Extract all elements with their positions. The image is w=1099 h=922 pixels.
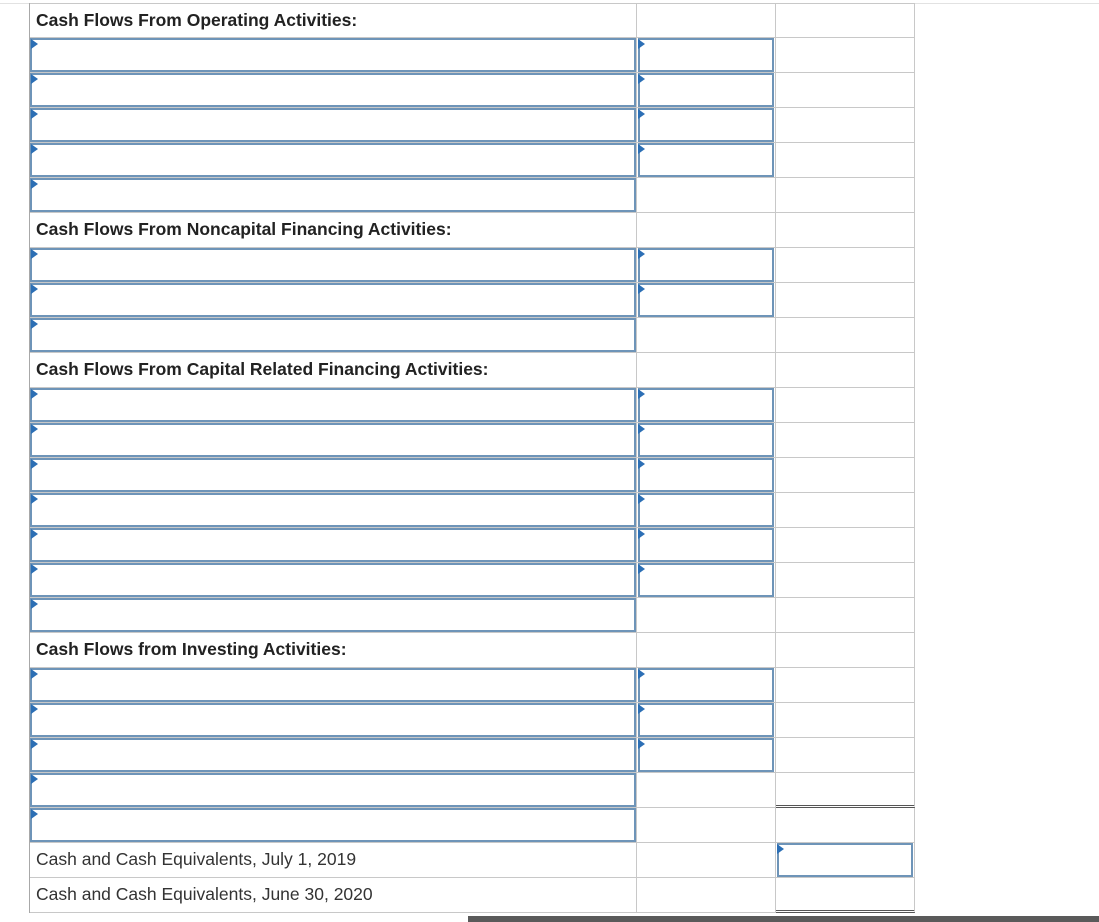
amount-cell (637, 388, 776, 423)
entry-row (30, 528, 915, 563)
net-change-row (30, 808, 915, 843)
section-heading-cell (30, 3, 637, 38)
description-input[interactable] (30, 668, 636, 702)
section-heading-row (30, 3, 915, 38)
dropdown-marker-icon (638, 564, 645, 574)
description-input[interactable] (30, 563, 636, 597)
description-input[interactable] (30, 738, 636, 772)
description-cell (30, 143, 637, 178)
dropdown-marker-icon (31, 809, 38, 819)
dropdown-marker-icon (638, 739, 645, 749)
section-heading-row (30, 213, 915, 248)
total-cell (776, 283, 915, 318)
amount-cell (637, 213, 776, 248)
amount-input[interactable] (638, 703, 774, 737)
dropdown-marker-icon (31, 39, 38, 49)
description-cell (30, 493, 637, 528)
amount-cell (637, 458, 776, 493)
description-cell (30, 598, 637, 633)
entry-row (30, 423, 915, 458)
amount-input[interactable] (638, 423, 774, 457)
amount-cell (637, 528, 776, 563)
dropdown-marker-icon (31, 319, 38, 329)
description-cell (30, 563, 637, 598)
entry-row (30, 248, 915, 283)
total-cell (776, 38, 915, 73)
section-heading-row (30, 633, 915, 668)
amount-cell (637, 3, 776, 38)
beginning-balance-row (30, 843, 915, 878)
amount-cell (637, 563, 776, 598)
total-cell (776, 633, 915, 668)
dropdown-marker-icon (638, 284, 645, 294)
total-cell (776, 3, 915, 38)
entry-row (30, 108, 915, 143)
description-cell (30, 248, 637, 283)
total-cell (776, 423, 915, 458)
dropdown-marker-icon (31, 144, 38, 154)
ending-balance-total-cell (776, 878, 915, 913)
horizontal-scrollbar[interactable] (468, 916, 1099, 922)
description-input[interactable] (30, 388, 636, 422)
entry-row (30, 703, 915, 738)
amount-input[interactable] (638, 248, 774, 282)
amount-input[interactable] (638, 283, 774, 317)
dropdown-marker-icon (31, 529, 38, 539)
cash-flow-worksheet (29, 3, 915, 913)
dropdown-marker-icon (638, 109, 645, 119)
dropdown-marker-icon (638, 669, 645, 679)
amount-cell (637, 703, 776, 738)
total-cell (776, 248, 915, 283)
amount-cell (637, 773, 776, 808)
entry-row (30, 73, 915, 108)
amount-cell (637, 633, 776, 668)
net-change-description-input[interactable] (30, 808, 636, 842)
subtotal-row (30, 178, 915, 213)
total-cell (776, 703, 915, 738)
dropdown-marker-icon (31, 564, 38, 574)
description-cell (30, 668, 637, 703)
dropdown-marker-icon (31, 109, 38, 119)
description-input[interactable] (30, 108, 636, 142)
dropdown-marker-icon (638, 529, 645, 539)
amount-cell (637, 878, 776, 913)
dropdown-marker-icon (31, 704, 38, 714)
amount-input[interactable] (638, 493, 774, 527)
amount-cell (637, 353, 776, 388)
description-cell (30, 528, 637, 563)
total-cell (776, 178, 915, 213)
total-cell (776, 318, 915, 353)
entry-row (30, 668, 915, 703)
dropdown-marker-icon (31, 494, 38, 504)
total-cell (776, 528, 915, 563)
total-cell (776, 73, 915, 108)
dropdown-marker-icon (31, 179, 38, 189)
dropdown-marker-icon (31, 669, 38, 679)
section-heading-cell (30, 353, 637, 388)
description-cell (30, 878, 637, 913)
description-cell (30, 423, 637, 458)
description-input[interactable] (30, 703, 636, 737)
amount-cell (637, 283, 776, 318)
amount-cell (637, 38, 776, 73)
description-cell (30, 808, 637, 843)
description-input[interactable] (30, 73, 636, 107)
subtotal-description-input[interactable] (30, 598, 636, 632)
dropdown-marker-icon (31, 459, 38, 469)
ending-balance-label: Cash and Cash Equivalents, June 30, 2020 (36, 884, 373, 904)
dropdown-marker-icon (638, 459, 645, 469)
dropdown-marker-icon (31, 249, 38, 259)
entry-row (30, 143, 915, 178)
description-cell (30, 38, 637, 73)
subtotal-description-input[interactable] (30, 773, 636, 807)
total-cell (776, 843, 915, 878)
dropdown-marker-icon (31, 774, 38, 784)
total-cell (776, 213, 915, 248)
amount-input[interactable] (638, 668, 774, 702)
amount-cell (637, 598, 776, 633)
description-cell (30, 458, 637, 493)
dropdown-marker-icon (638, 249, 645, 259)
entry-row (30, 563, 915, 598)
operating-heading: Cash Flows From Operating Activities: (36, 10, 358, 30)
amount-cell (637, 178, 776, 213)
description-cell (30, 773, 637, 808)
subtotal-row (30, 773, 915, 808)
description-cell (30, 388, 637, 423)
dropdown-marker-icon (638, 389, 645, 399)
total-cell (776, 773, 915, 808)
total-cell (776, 738, 915, 773)
dropdown-marker-icon (31, 739, 38, 749)
description-cell (30, 178, 637, 213)
amount-input[interactable] (638, 38, 774, 72)
dropdown-marker-icon (31, 599, 38, 609)
subtotal-description-input[interactable] (30, 318, 636, 352)
section-heading-cell (30, 633, 637, 668)
entry-row (30, 283, 915, 318)
noncapital-heading: Cash Flows From Noncapital Financing Activities: (36, 219, 452, 239)
total-cell (776, 353, 915, 388)
dropdown-marker-icon (638, 494, 645, 504)
subtotal-row (30, 598, 915, 633)
subtotal-row (30, 318, 915, 353)
entry-row (30, 738, 915, 773)
dropdown-marker-icon (777, 844, 784, 854)
description-input[interactable] (30, 143, 636, 177)
total-cell (776, 563, 915, 598)
description-input[interactable] (30, 283, 636, 317)
amount-input[interactable] (638, 143, 774, 177)
description-cell (30, 738, 637, 773)
section-heading-cell (30, 213, 637, 248)
investing-heading: Cash Flows from Investing Activities: (36, 639, 347, 659)
amount-input[interactable] (638, 388, 774, 422)
description-cell (30, 108, 637, 143)
dropdown-marker-icon (638, 74, 645, 84)
total-cell (776, 668, 915, 703)
amount-input[interactable] (638, 563, 774, 597)
entry-row (30, 493, 915, 528)
total-cell (776, 598, 915, 633)
dropdown-marker-icon (31, 74, 38, 84)
description-input[interactable] (30, 423, 636, 457)
amount-cell (637, 668, 776, 703)
amount-input[interactable] (638, 738, 774, 772)
dropdown-marker-icon (638, 144, 645, 154)
description-input[interactable] (30, 458, 636, 492)
total-cell (776, 388, 915, 423)
entry-row (30, 388, 915, 423)
capital-heading: Cash Flows From Capital Related Financing Activities: (36, 359, 489, 379)
description-input[interactable] (30, 248, 636, 282)
amount-cell (637, 738, 776, 773)
description-cell (30, 843, 637, 878)
amount-cell (637, 143, 776, 178)
description-cell (30, 703, 637, 738)
description-cell (30, 318, 637, 353)
total-cell (776, 808, 915, 843)
beginning-balance-label: Cash and Cash Equivalents, July 1, 2019 (36, 849, 357, 869)
total-cell (776, 493, 915, 528)
amount-cell (637, 248, 776, 283)
ending-balance-row (30, 878, 915, 913)
description-cell (30, 283, 637, 318)
description-input[interactable] (30, 528, 636, 562)
amount-cell (637, 843, 776, 878)
amount-cell (637, 493, 776, 528)
amount-input[interactable] (638, 528, 774, 562)
beginning-balance-input[interactable] (777, 843, 913, 877)
total-cell (776, 458, 915, 493)
amount-cell (637, 108, 776, 143)
amount-input[interactable] (638, 108, 774, 142)
amount-input[interactable] (638, 73, 774, 107)
amount-cell (637, 73, 776, 108)
description-input[interactable] (30, 38, 636, 72)
entry-row (30, 458, 915, 493)
description-cell (30, 73, 637, 108)
dropdown-marker-icon (31, 424, 38, 434)
dropdown-marker-icon (31, 284, 38, 294)
subtotal-description-input[interactable] (30, 178, 636, 212)
total-cell (776, 143, 915, 178)
total-cell (776, 108, 915, 143)
amount-cell (637, 808, 776, 843)
amount-cell (637, 423, 776, 458)
dropdown-marker-icon (638, 704, 645, 714)
section-heading-row (30, 353, 915, 388)
amount-input[interactable] (638, 458, 774, 492)
description-input[interactable] (30, 493, 636, 527)
dropdown-marker-icon (31, 389, 38, 399)
entry-row (30, 38, 915, 73)
dropdown-marker-icon (638, 39, 645, 49)
dropdown-marker-icon (638, 424, 645, 434)
amount-cell (637, 318, 776, 353)
